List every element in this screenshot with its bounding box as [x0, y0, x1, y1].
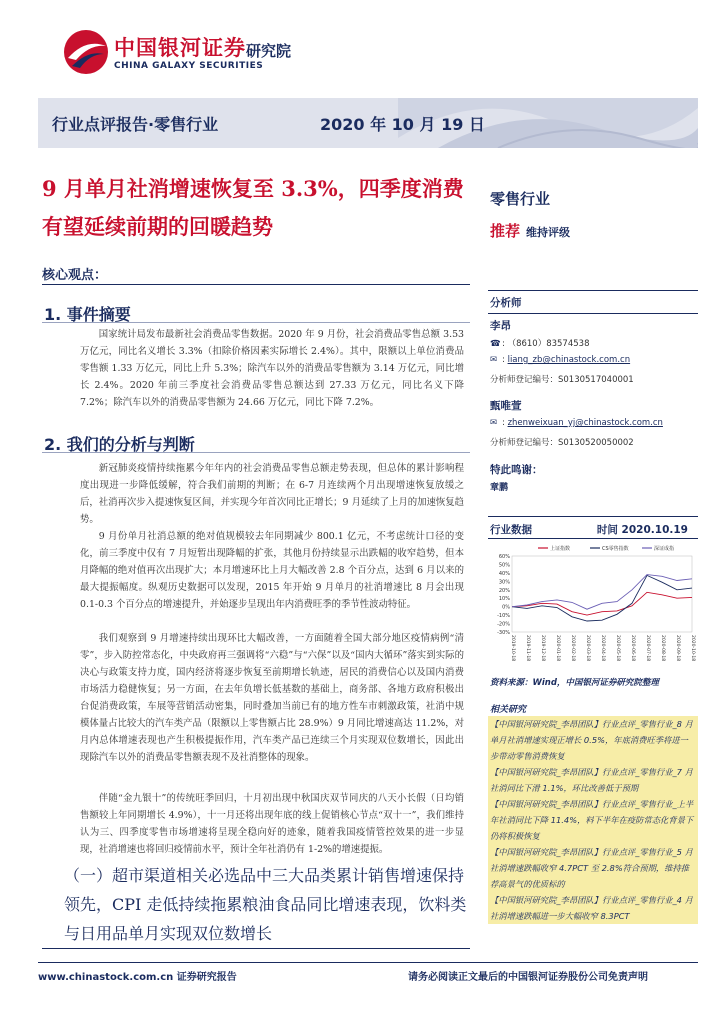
x-tick-label: 2020-06-18: [630, 635, 635, 662]
contributor-heading: 特此鸣谢：: [490, 464, 543, 476]
divider: [488, 313, 698, 314]
header-band: [38, 98, 698, 148]
paragraph: 伴随“金九银十”的传统旺季回归，十月初出现中秋国庆双节同庆的八天小长假（日均销售额较上年同期增长 4.9%），十一月还将出现年底的线上促销核心节点“双十一”，我们维持认为三、四季度零售市场增速将呈现全稳向好的迹象，随着我国疫情管控效果的进一步显现，社消增速也将回归疫情前水平，预计全年社消仍有 1-2%的增速提振。: [80, 793, 464, 855]
y-tick-label: -20%: [497, 621, 510, 628]
report-date: 2020 年 10 月 19 日: [320, 115, 485, 134]
y-tick-label: 60%: [498, 554, 510, 560]
galaxy-logo-icon: [62, 28, 110, 76]
core-views-label: 核心观点：: [42, 268, 108, 283]
paragraph: 我们观察到 9 月增速持续出现环比大幅改善，一方面随着全国大部分地区疫情病例“清零”，步入防控常态化，中央政府再三强调将“六稳”与“六保”以及“国内大循环”落实到实际的决心与政策支持力度，国内经济将逐步恢复至前期增长轨迹，居民的消费信心以及国内消费市场活力稳健恢复；另一方面，在去年负增长低基数的基础上，商务部、各地方政府积极出台促消费政策，车展等营销活动密集，同时叠加当前已有的地方性车市刺激政策，社消中规模体量占比较大的汽车类产品（限额以上零售额占比 28.9%）9 月同比增速高达 11.2%，对月内总体增速表现也产生积极提振作用，汽车类产品已连续三个月实现双位数增长，因此出现除汽车以外的消费品零售额表现不及社消整体的现象。: [80, 633, 464, 763]
related-research-link[interactable]: 【中国银河研究院_李昂团队】行业点评_零售行业_7 月社消同比下滑 1.1%，环比改善低于预期: [488, 764, 698, 796]
sidebar-rating: [490, 220, 570, 241]
analyst-cert: 分析师登记编号：S0130520050002: [490, 438, 634, 448]
footer-website[interactable]: www.chinastock.com.cn 证券研究报告: [38, 972, 237, 983]
rating-note: 维持评级: [526, 226, 571, 239]
legend-label: 上证指数: [550, 546, 571, 552]
section-heading-analysis: 2. 我们的分析与判断: [44, 435, 195, 454]
y-tick-label: 50%: [498, 562, 510, 569]
divider: [488, 538, 698, 539]
x-tick-label: 2020-03-18: [585, 635, 590, 662]
x-tick-label: 2020-04-18: [600, 635, 605, 662]
legend-label: CS零售指数: [602, 546, 629, 552]
related-research-list: [488, 716, 698, 924]
chart-source: 资料来源：Wind，中国银河证券研究院整理: [490, 678, 659, 688]
divider: [42, 452, 470, 453]
report-type: 行业点评报告·零售行业: [52, 115, 219, 134]
y-tick-label: 20%: [498, 587, 510, 594]
divider: [488, 290, 698, 291]
analyst-phone: ☎: （8610）83574538: [490, 339, 590, 349]
phone-icon: ☎: [490, 339, 501, 349]
y-tick-label: 40%: [498, 570, 510, 577]
y-tick-label: 0%: [502, 604, 510, 611]
paragraph: 新冠肺炎疫情持续拖累今年年内的社会消费品零售总额走势表现，但总体的累计影响程度出现进一步降低缓解，符合我们前期的判断；在 6-7 月连续两个月出现增速恢复放缓之后，社消再次步入提速恢复区间，并实现今年首次同比正增长；9 月延续了上月的加速恢复趋势。: [80, 463, 464, 525]
divider: [42, 948, 470, 949]
legend-label: 深证成指: [654, 546, 675, 552]
x-tick-label: 2020-10-18: [690, 635, 695, 662]
related-research-link[interactable]: 【中国银河研究院_李昂团队】行业点评_零售行业_8 月单月社消增速实现正增长 0.5%，年底消费旺季将进一步带动零售消费恢复: [488, 716, 698, 764]
brand-institute: 研究院: [246, 42, 292, 60]
x-tick-label: 2020-01-18: [555, 635, 560, 662]
x-tick-label: 2019-11-18: [525, 635, 530, 662]
y-tick-label: 10%: [498, 596, 510, 603]
data-time: 时间 2020.10.19: [596, 524, 688, 536]
industry-data-heading: 行业数据 时间 2020.10.19: [490, 524, 688, 536]
x-tick-label: 2019-12-18: [540, 635, 545, 662]
contributor-name: 章鹏: [490, 483, 509, 493]
paragraph: 9 月份单月社消总额的绝对值规模较去年同期减少 800.1 亿元，不考虑统计口径的变化，前三季度中仅有 7 月短暂出现降幅的扩张，其他月份持续显示出跌幅的收窄趋势，但本月降幅的绝对值再次出现扩大；本月增速环比上月大幅改善 2.8 个百分点，达到 6 月以来的最大提振幅度。纵观历史数据可以发现，2015 年开始 9 月单月的社消增速比 8 月会出现 0.1-0.3 个百分点的增速提升，并始逐步呈现出年内消费旺季的季节性波动特征。: [80, 531, 464, 610]
index-performance-chart: [488, 540, 698, 668]
x-tick-label: 2020-05-18: [615, 635, 620, 662]
y-tick-label: -10%: [497, 613, 510, 620]
analyst-name: 李昂: [490, 320, 511, 332]
rating-value: 推荐: [490, 222, 521, 240]
related-research-link[interactable]: 【中国银河研究院_李昂团队】行业点评_零售行业_上半年社消同比下降 11.4%，料下半年在疫防常态化背景下仍将积极恢复: [488, 796, 698, 844]
divider: [42, 322, 470, 323]
series-line: [512, 575, 692, 621]
footer-disclaimer: 请务必阅读正文最后的中国银河证券股份公司免责声明: [408, 972, 648, 983]
mail-icon: ✉: [490, 355, 498, 365]
analyst-cert: 分析师登记编号：S0130517040001: [490, 375, 634, 385]
sidebar-sector: 零售行业: [490, 190, 551, 208]
x-tick-label: 2020-09-18: [675, 635, 680, 662]
divider: [42, 284, 470, 285]
x-tick-label: 2019-10-18: [510, 635, 515, 662]
analyst-heading: 分析师: [490, 297, 522, 309]
footer-divider: [38, 962, 698, 963]
x-tick-label: 2020-02-18: [570, 635, 575, 662]
x-tick-label: 2020-07-18: [645, 635, 650, 662]
related-research-link[interactable]: 【中国银河研究院_李昂团队】行业点评_零售行业_4 月社消增速跌幅进一步大幅收窄 8.3PCT: [488, 892, 698, 924]
related-research-heading: 相关研究: [490, 705, 527, 715]
brand-name: 中国银河证券: [114, 36, 246, 60]
y-tick-label: -30%: [497, 630, 510, 636]
subsection-heading: （一）超市渠道相关必选品中三大品类累计销售增速保持领先，CPI 走低持续拖累粮油食品同比增速表现，饮料类与日用品单月实现双位数增长: [64, 866, 467, 943]
divider: [488, 516, 698, 517]
related-research-link[interactable]: 【中国银河研究院_李昂团队】行业点评_零售行业_5 月社消增速跌幅收窄 4.7PCT 至 2.8%符合预期，维持推荐高景气的优质标的: [488, 844, 698, 892]
analyst-email[interactable]: ✉ : zhenweixuan_yj@chinastock.com.cn: [490, 418, 663, 428]
y-tick-label: 30%: [498, 579, 510, 586]
section-heading-summary: 1. 事件摘要: [44, 305, 131, 324]
page-title: 9 月单月社消增速恢复至 3.3%，四季度消费有望延续前期的回暖趋势: [42, 176, 464, 239]
analyst-name: 甄唯萱: [490, 400, 522, 412]
paragraph: 国家统计局发布最新社会消费品零售数据。2020 年 9 月份，社会消费品零售总额 3.53 万亿元，同比名义增长 3.3%（扣除价格因素实际增长 2.4%）。其中，限额以上单位消费品零售额 1.33 万亿元，同比上升 5.3%；除汽车以外的消费品零售额为 3.14 万亿元，同比增长 2.4%。2020 年前三季度社会消费品零售总额达到 27.33 万亿元，同比名义下降 7.2%；除汽车以外的消费品零售额为 24.66 万亿元，同比下降 7.2%。: [80, 329, 464, 408]
mail-icon: ✉: [490, 418, 498, 428]
analyst-email[interactable]: ✉ : liang_zb@chinastock.com.cn: [490, 355, 631, 365]
x-tick-label: 2020-08-18: [660, 635, 665, 662]
brand-name-en: CHINA GALAXY SECURITIES: [114, 61, 264, 71]
